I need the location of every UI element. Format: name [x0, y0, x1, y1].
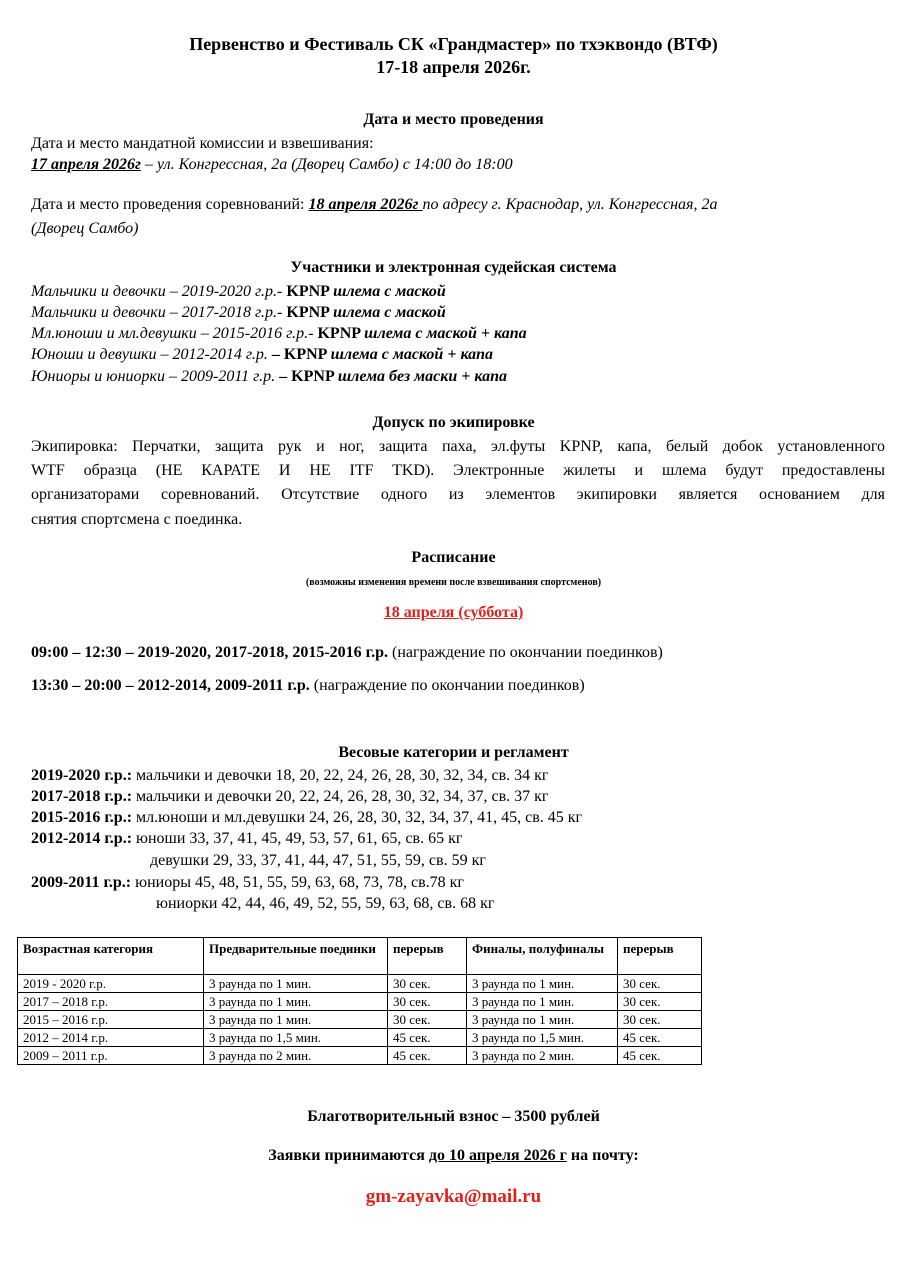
participant-helmet: шлема с маской + капа	[364, 325, 527, 342]
participant-group: Мл.юноши и мл.девушки – 2015-2016 г.р.-	[31, 325, 318, 342]
table-row	[18, 1047, 702, 1065]
participant-helmet: шлема с маской	[333, 304, 446, 321]
weigh-in-place: – ул. Конгрессная, 2а (Дворец Самбо) с 14:00 до 18:00	[140, 156, 513, 173]
table-cell: 2009 – 2011 г.р.	[18, 1047, 204, 1065]
schedule-session	[31, 677, 585, 695]
table-cell: 30 сек.	[388, 1011, 467, 1029]
table-cell: 3 раунда по 1 мин.	[467, 993, 618, 1011]
participant-helmet: шлема с маской + капа	[330, 346, 494, 363]
table-cell: 2017 – 2018 г.р.	[18, 993, 204, 1011]
equipment-text-line: Экипировка: Перчатки, защита рук и ног, защита паха, эл.футы KPNP, капа, белый добок установленного	[31, 438, 885, 455]
table-header: перерыв	[388, 938, 467, 975]
session-note: (награждение по окончании поединков)	[313, 677, 585, 694]
table-cell: 30 сек.	[618, 975, 702, 993]
document-dates: 17-18 апреля 2026г.	[376, 57, 531, 77]
table-cell: 3 раунда по 1 мин.	[467, 1011, 618, 1029]
equipment-text-line: WTF образца (НЕ КАРАТЕ И НЕ ITF TKD). Электронные жилеты и шлема будут предоставлены	[31, 462, 885, 479]
competition-place: по адресу г. Краснодар, ул. Конгрессная, 2а	[422, 196, 718, 213]
table-cell: 2019 - 2020 г.р.	[18, 975, 204, 993]
table-cell: 30 сек.	[388, 993, 467, 1011]
table-row	[18, 1029, 702, 1047]
participant-group: Мальчики и девочки – 2019-2020 г.р.-	[31, 283, 287, 300]
table-cell: 3 раунда по 2 мин.	[204, 1047, 388, 1065]
equipment-heading: Допуск по экипировке	[372, 414, 535, 431]
applications-deadline: до 10 апреля 2026 г	[428, 1147, 567, 1164]
participant-row	[31, 325, 527, 343]
weight-text: девушки 29, 33, 37, 41, 44, 47, 51, 55, 59, св. 59 кг	[150, 852, 486, 869]
schedule-day: 18 апреля (суббота)	[383, 604, 524, 621]
competition-place-continued: (Дворец Самбо)	[31, 220, 139, 237]
weight-year: 2019-2020 г.р.:	[31, 767, 133, 784]
participants-heading: Участники и электронная судейская система	[290, 259, 617, 276]
equipment-text-line: организаторами соревнований. Отсутствие одного из элементов экипировки является основанием для	[31, 486, 885, 503]
participant-helmet: шлема без маски + капа	[337, 368, 507, 385]
weight-text: мл.юноши и мл.девушки 24, 26, 28, 30, 32, 34, 37, 41, 45, св. 45 кг	[132, 809, 583, 826]
table-cell: 45 сек.	[618, 1029, 702, 1047]
session-time: 09:00 – 12:30 – 2019-2020, 2017-2018, 2015-2016 г.р.	[31, 644, 392, 661]
table-cell: 45 сек.	[618, 1047, 702, 1065]
table-header: Предварительные поединки	[204, 938, 388, 975]
table-row	[18, 975, 702, 993]
table-cell: 3 раунда по 1 мин.	[204, 1011, 388, 1029]
weights-heading: Весовые категории и регламент	[338, 744, 569, 761]
participant-row	[31, 283, 446, 301]
weigh-in-date: 17 апреля 2026г	[31, 156, 141, 173]
equipment-text-line: снятия спортсмена с поединка.	[31, 511, 243, 528]
session-time: 13:30 – 20:00 – 2012-2014, 2009-2011 г.р.	[31, 677, 314, 694]
schedule-heading: Расписание	[411, 549, 496, 566]
fee-text: Благотворительный взнос – 3500 рублей	[307, 1108, 600, 1125]
schedule-note: (возможны изменения времени после взвешивания спортсменов)	[305, 577, 602, 588]
competition-line	[31, 196, 717, 214]
weight-year: 2009-2011 г.р.:	[31, 874, 132, 891]
table-cell: 45 сек.	[388, 1029, 467, 1047]
applications-line	[0, 1147, 907, 1165]
table-cell: 3 раунда по 1 мин.	[204, 975, 388, 993]
weight-text: мальчики и девочки 20, 22, 24, 26, 28, 30, 32, 34, 37, св. 37 кг	[132, 788, 549, 805]
table-cell: 3 раунда по 2 мин.	[467, 1047, 618, 1065]
table-header: перерыв	[618, 938, 702, 975]
weight-row	[150, 852, 486, 870]
participant-system: KPNP	[317, 325, 365, 342]
weight-row	[31, 809, 582, 827]
table-cell: 3 раунда по 1 мин.	[204, 993, 388, 1011]
weight-row	[31, 830, 462, 848]
table-header: Возрастная категория	[18, 938, 204, 975]
table-row	[18, 993, 702, 1011]
participant-group: Мальчики и девочки – 2017-2018 г.р.-	[31, 304, 287, 321]
participant-row	[31, 368, 507, 386]
participant-helmet: шлема с маской	[333, 283, 446, 300]
table-cell: 3 раунда по 1 мин.	[467, 975, 618, 993]
table-cell: 2012 – 2014 г.р.	[18, 1029, 204, 1047]
email-link[interactable]: gm-zayavka@mail.ru	[365, 1186, 542, 1207]
weigh-in-line	[31, 156, 513, 174]
weight-row	[156, 895, 494, 913]
participant-system: – KPNP	[271, 346, 331, 363]
weight-row	[31, 767, 549, 785]
weight-row	[31, 788, 549, 806]
table-header-row	[18, 938, 702, 975]
weigh-in-label: Дата и место мандатной комиссии и взвешивания:	[31, 135, 374, 152]
participant-system: KPNP	[286, 283, 334, 300]
session-note: (награждение по окончании поединков)	[392, 644, 663, 661]
regulation-table	[17, 937, 702, 1065]
participant-group: Юноши и девушки – 2012-2014 г.р.	[31, 346, 272, 363]
table-cell: 2015 – 2016 г.р.	[18, 1011, 204, 1029]
participant-row	[31, 346, 493, 364]
table-header: Финалы, полуфиналы	[467, 938, 618, 975]
applications-prefix: Заявки принимаются	[268, 1147, 429, 1164]
schedule-session	[31, 644, 663, 662]
table-cell: 30 сек.	[618, 1011, 702, 1029]
applications-suffix: на почту:	[566, 1147, 639, 1164]
venue-heading: Дата и место проведения	[363, 111, 544, 128]
table-cell: 45 сек.	[388, 1047, 467, 1065]
weight-year: 2015-2016 г.р.:	[31, 809, 133, 826]
participant-system: – KPNP	[279, 368, 338, 385]
weight-year: 2017-2018 г.р.:	[31, 788, 133, 805]
table-cell: 30 сек.	[388, 975, 467, 993]
weight-text: юноши 33, 37, 41, 45, 49, 53, 57, 61, 65, св. 65 кг	[132, 830, 463, 847]
table-cell: 3 раунда по 1,5 мин.	[204, 1029, 388, 1047]
participant-row	[31, 304, 446, 322]
document-title: Первенство и Фестиваль СК «Грандмастер» по тхэквондо (ВТФ)	[189, 34, 718, 54]
table-cell: 3 раунда по 1,5 мин.	[467, 1029, 618, 1047]
competition-label: Дата и место проведения соревнований:	[31, 196, 309, 213]
weight-text: мальчики и девочки 18, 20, 22, 24, 26, 28, 30, 32, 34, св. 34 кг	[132, 767, 549, 784]
table-cell: 30 сек.	[618, 993, 702, 1011]
weight-year: 2012-2014 г.р.:	[31, 830, 133, 847]
participant-system: KPNP	[286, 304, 334, 321]
competition-date: 18 апреля 2026г	[308, 196, 423, 213]
participant-group: Юниоры и юниорки – 2009-2011 г.р.	[31, 368, 280, 385]
table-row	[18, 1011, 702, 1029]
weight-row	[31, 874, 464, 892]
weight-text: юниорки 42, 44, 46, 49, 52, 55, 59, 63, 68, св. 68 кг	[156, 895, 495, 912]
weight-text: юниоры 45, 48, 51, 55, 59, 63, 68, 73, 78, св.78 кг	[131, 874, 464, 891]
